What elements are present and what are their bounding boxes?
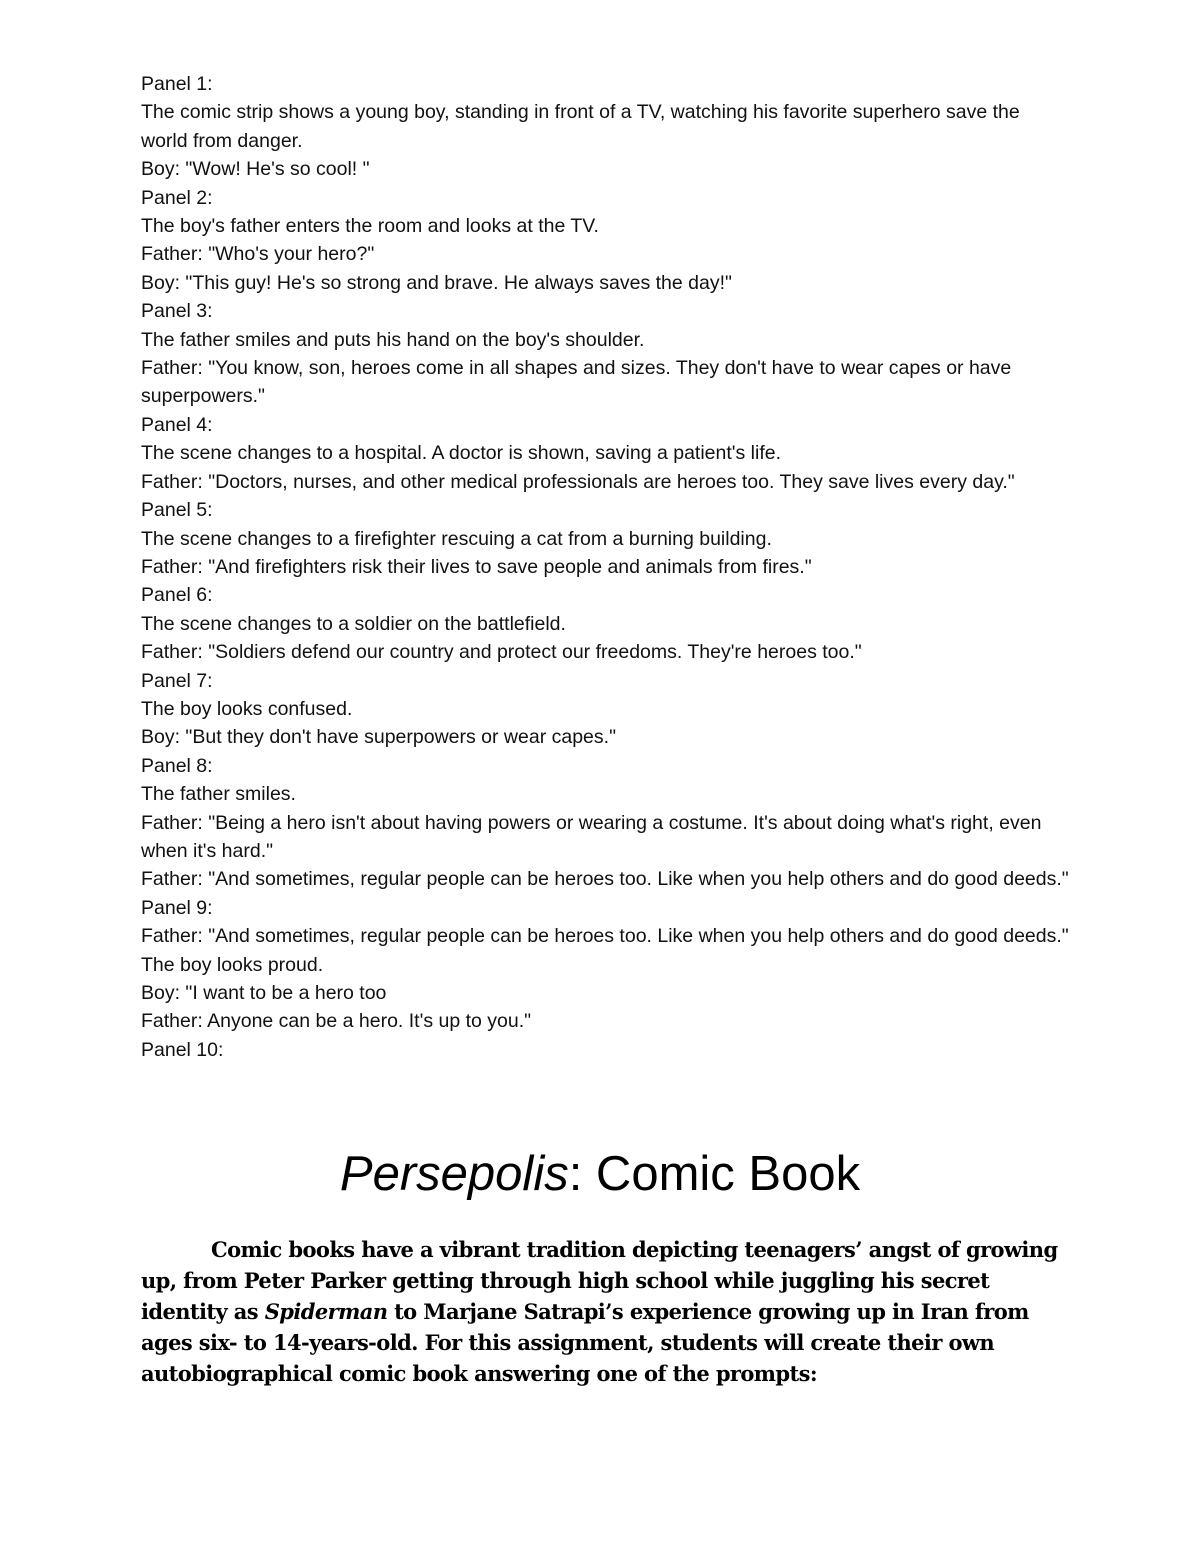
script-line: Panel 5: bbox=[141, 499, 213, 522]
script-line: Father: Anyone can be a hero. It's up to you." bbox=[141, 1010, 532, 1033]
intro-text-after: to Marjane Satrapi’s experience growing up in Iran from ages six- to 14-years-old. For this assignment, students will create their own autobiographical comic book answering one of the prompts: bbox=[141, 1299, 1029, 1386]
script-line: Panel 2: bbox=[141, 186, 213, 209]
script-line: The scene changes to a soldier on the battlefield. bbox=[141, 612, 566, 635]
script-line: The scene changes to a hospital. A doctor is shown, saving a patient's life. bbox=[141, 442, 782, 465]
intro-text-before: Comic books have a vibrant tradition depicting teenagers’ angst of growing up, from Peter Parker getting through high school while juggling his secret identity as bbox=[141, 1237, 1058, 1324]
script-line: The scene changes to a firefighter rescuing a cat from a burning building. bbox=[141, 527, 772, 550]
script-line: Father: "And sometimes, regular people can be heroes too. Like when you help others and do good deeds." bbox=[141, 925, 1069, 948]
script-line: Father: "And sometimes, regular people can be heroes too. Like when you help others and do good deeds." bbox=[141, 868, 1069, 891]
script-line: Panel 6: bbox=[141, 584, 213, 607]
script-line: Boy: "But they don't have superpowers or wear capes." bbox=[141, 726, 616, 749]
script-line: Panel 9: bbox=[141, 896, 213, 919]
title-italic: Persepolis bbox=[339, 1147, 569, 1201]
intro-paragraph bbox=[141, 1234, 1061, 1389]
title-rest: : Comic Book bbox=[568, 1147, 861, 1201]
script-line: Boy: "This guy! He's so strong and brave. He always saves the day!" bbox=[141, 271, 732, 294]
script-line: Father: "Who's your hero?" bbox=[141, 243, 375, 266]
script-line: The boy's father enters the room and looks at the TV. bbox=[141, 215, 599, 238]
script-line: Father: "Being a hero isn't about having powers or wearing a costume. It's about doing what's right, even when it's hard." bbox=[141, 811, 1042, 862]
script-line: The boy looks proud. bbox=[141, 953, 324, 976]
script-line: Father: "Doctors, nurses, and other medical professionals are heroes too. They save lives every day." bbox=[141, 470, 1015, 493]
script-line: Panel 1: bbox=[141, 73, 213, 95]
script-line: Father: "You know, son, heroes come in all shapes and sizes. They don't have to wear capes or have superpowers." bbox=[141, 357, 1012, 408]
script-line: Father: "Soldiers defend our country and protect our freedoms. They're heroes too." bbox=[141, 641, 862, 664]
script-line: The boy looks confused. bbox=[141, 697, 353, 720]
script-line: Panel 4: bbox=[141, 413, 213, 436]
script-line: Boy: "I want to be a hero too bbox=[141, 982, 387, 1004]
script-line: Panel 10: bbox=[141, 1038, 224, 1061]
script-line: Father: "And firefighters risk their lives to save people and animals from fires." bbox=[141, 555, 812, 578]
script-line: The father smiles and puts his hand on the boy's shoulder. bbox=[141, 328, 645, 351]
page-title bbox=[0, 1143, 1200, 1205]
script-line: The father smiles. bbox=[141, 783, 296, 806]
intro-italic: Spiderman bbox=[264, 1299, 388, 1324]
script-line: Panel 7: bbox=[141, 669, 213, 692]
script-line: The comic strip shows a young boy, standing in front of a TV, watching his favorite superhero save the world from danger. bbox=[141, 101, 1020, 152]
script-line: Boy: "Wow! He's so cool! " bbox=[141, 158, 370, 181]
script-line: Panel 8: bbox=[141, 754, 213, 777]
comic-script bbox=[141, 70, 1071, 1064]
script-line: Panel 3: bbox=[141, 300, 213, 323]
